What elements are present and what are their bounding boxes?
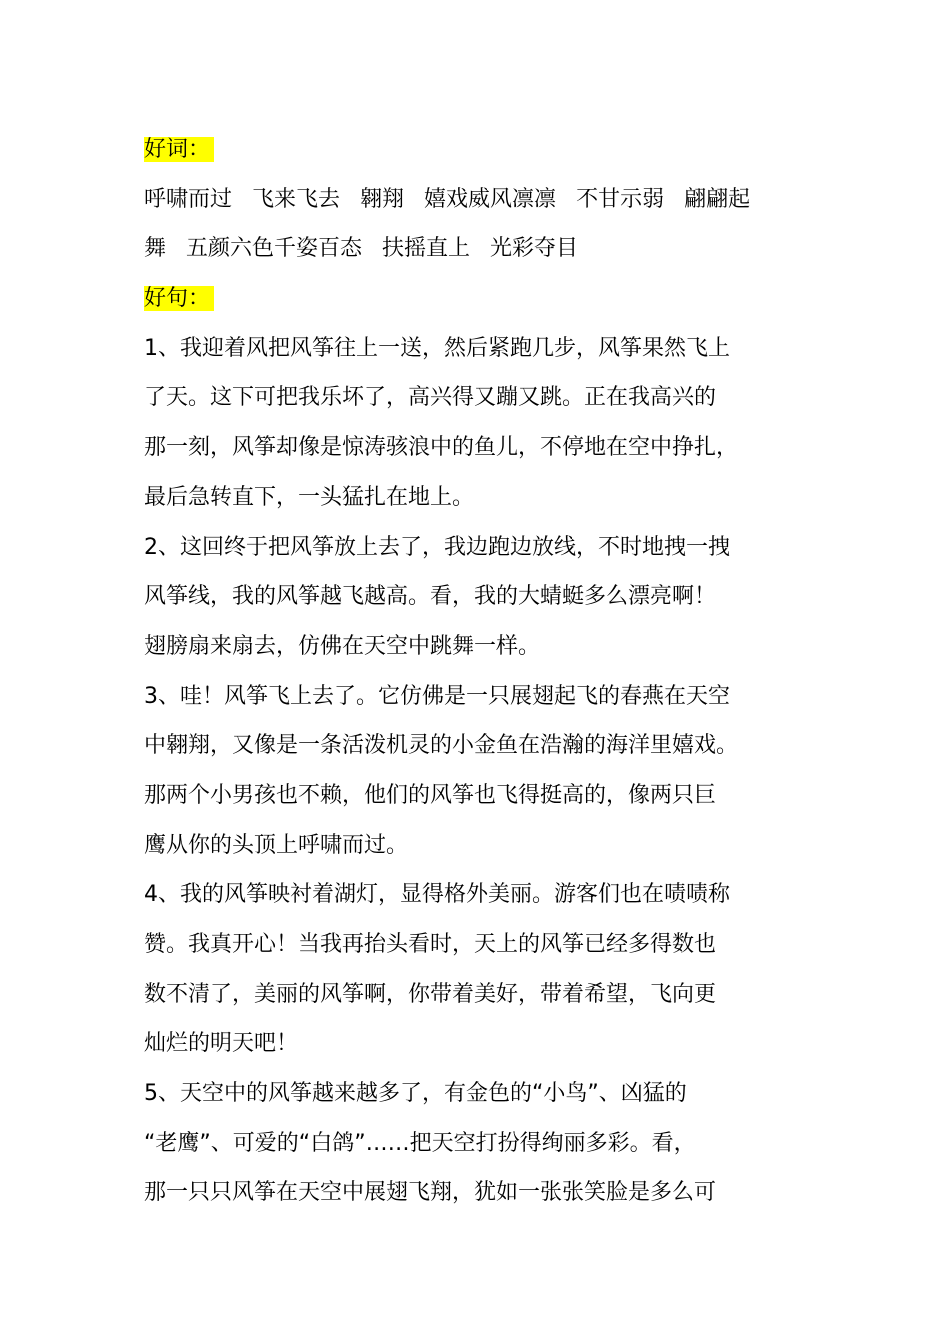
sentence-line: 那一只只风筝在天空中展翅飞翔，犹如一张张笑脸是多么可	[144, 1180, 717, 1206]
word-item: 扶摇直上	[382, 236, 471, 262]
good-sentences-heading: 好句：	[144, 274, 812, 324]
word-item: 呼啸而过	[144, 186, 233, 212]
sentence-line: 最后急转直下，一头猛扎在地上。	[144, 484, 475, 510]
word-item: 五颜六色千姿百态	[186, 236, 363, 262]
sentence-line: 灿烂的明天吧！	[144, 1031, 299, 1057]
sentence-line: 5、天空中的风筝越来越多了，有金色的“小鸟”、凶猛的	[144, 1081, 687, 1107]
sentence-line: 了天。这下可把我乐坏了，高兴得又蹦又跳。正在我高兴的	[144, 385, 717, 411]
word-item: 光彩夺目	[490, 236, 579, 262]
sentence-line: 那一刻，风筝却像是惊涛骇浪中的鱼儿，不停地在空中挣扎，	[144, 435, 739, 461]
good-words-heading: 好词：	[144, 125, 812, 175]
document-page	[144, 125, 812, 1218]
sentence-line: 2、这回终于把风筝放上去了，我边跑边放线，不时地拽一拽	[144, 534, 730, 560]
sentence-line: 赞。我真开心！当我再抬头看时，天上的风筝已经多得数也	[144, 932, 717, 957]
sentence-line: 风筝线，我的风筝越飞越高。看，我的大蜻蜓多么漂亮啊！	[144, 584, 717, 610]
sentence-line: 鹰从你的头顶上呼啸而过。	[144, 832, 409, 858]
word-item: 不甘示弱	[576, 186, 665, 212]
sentence-line: 那两个小男孩也不赖，他们的风筝也飞得挺高的，像两只巨	[144, 782, 717, 808]
sentence-line: 中翱翔，又像是一条活泼机灵的小金鱼在浩瀚的海洋里嬉戏。	[144, 733, 739, 759]
good-words-line-1	[144, 175, 812, 225]
word-item: 嬉戏威风凛凛	[424, 186, 557, 212]
word-item: 舞	[144, 236, 167, 262]
word-item: 翱翔	[360, 186, 405, 212]
sentence-line: “老鹰”、可爱的“白鸽”……把天空打扮得绚丽多彩。看，	[144, 1130, 696, 1156]
sentence-line: 数不清了，美丽的风筝啊，你带着美好，带着希望，飞向更	[144, 981, 717, 1007]
word-item: 飞来飞去	[252, 186, 341, 212]
sentence-line: 翅膀扇来扇去，仿佛在天空中跳舞一样。	[144, 633, 541, 659]
sentence-line: 3、哇！风筝飞上去了。它仿佛是一只展翅起飞的春燕在天空	[144, 683, 730, 709]
sentence-line: 1、我迎着风把风筝往上一送，然后紧跑几步，风筝果然飞上	[144, 335, 730, 361]
sentence-line: 4、我的风筝映衬着湖灯，显得格外美丽。游客们也在啧啧称	[144, 882, 730, 908]
good-words-line-2	[144, 224, 812, 274]
word-item: 翩翩起	[684, 186, 751, 212]
